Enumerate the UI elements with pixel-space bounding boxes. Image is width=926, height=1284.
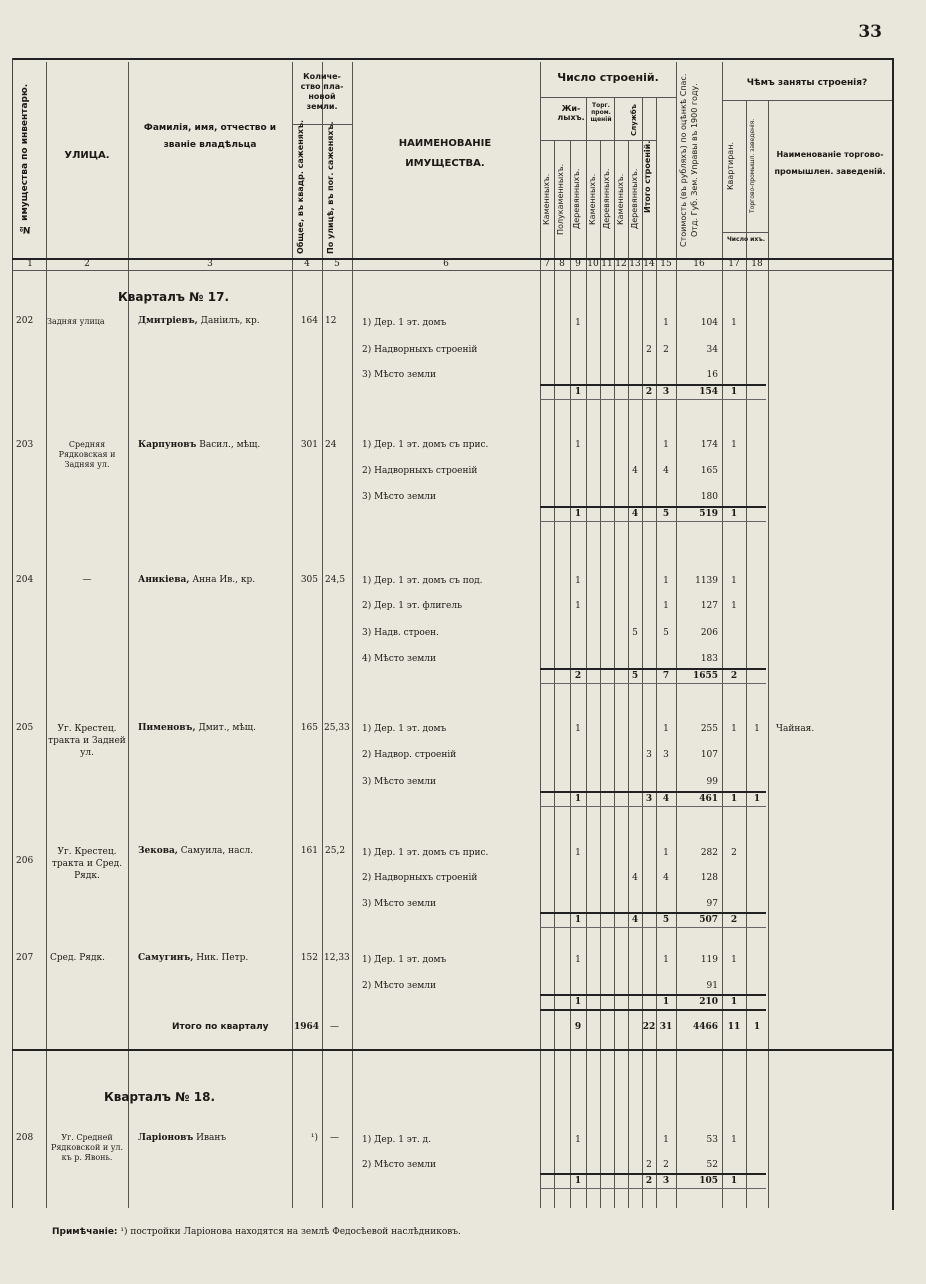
cell-col14: 1 [663, 601, 669, 611]
street: Уг. Крестец. тракта и Сред. Рядк. [51, 847, 123, 881]
cell-col13: 4 [632, 466, 638, 476]
sum-col9: 1 [574, 794, 582, 804]
property-item: 1) Дер. 1 эт. домъ [362, 955, 447, 965]
cell-enterprises: 1 [754, 724, 760, 734]
col-divider [540, 62, 541, 1208]
cell-value: 180 [700, 492, 718, 502]
sum-tenants: 1 [730, 794, 738, 804]
col-number: 12 [615, 259, 627, 269]
col-number: 8 [559, 259, 565, 269]
owner-rest: Самуила, насл. [177, 846, 254, 856]
cell-col9: 1 [575, 576, 581, 586]
sum-col13: 5 [631, 671, 639, 681]
row-rule [540, 683, 766, 684]
header-enterprises-count: Число ихъ. [726, 236, 766, 243]
property-item: 4) Мѣсто земли [362, 654, 436, 664]
property-item: 1) Дер. 1 эт. домъ съ прис. [362, 848, 489, 858]
inventory-no: 208 [16, 1133, 34, 1143]
street: Средняя Рядковская и Задняя ул. [58, 440, 116, 469]
cell-col14: 1 [663, 724, 669, 734]
sum-col13: 2 [645, 1176, 653, 1186]
sum-col13: 4 [631, 915, 639, 925]
sum-col9: 1 [574, 915, 582, 925]
row-rule [540, 1188, 766, 1189]
frontage: 24,5 [325, 575, 346, 585]
cell-value: 107 [700, 750, 718, 760]
sum-col14: 4 [662, 794, 670, 804]
col-number: 15 [660, 259, 672, 269]
property-item: 3) Мѣсто земли [362, 370, 436, 380]
header-enterprise-names: Наименованіе торгово-промышлен. заведеній. [774, 150, 886, 176]
property-item: 3) Мѣсто земли [362, 492, 436, 502]
header-tenants: Квартиран. [726, 142, 735, 190]
col-divider [46, 62, 47, 1208]
sum-rule [540, 384, 766, 386]
inventory-no: 203 [16, 440, 34, 450]
cell-col14: 1 [663, 440, 669, 450]
property-item: 2) Надвор. строеній [362, 750, 457, 760]
table-frame [12, 58, 894, 1210]
col-number: 10 [587, 259, 599, 269]
cell-tenants: 2 [731, 848, 737, 858]
footnote-text: ¹) постройки Ларіонова находятся на землѣ Федосѣевой наслѣдниковъ. [117, 1227, 461, 1237]
sum-rule [540, 994, 766, 996]
property-item: 1) Дер. 1 эт. домъ съ прис. [362, 440, 489, 450]
property-item: 2) Дер. 1 эт. флигель [362, 601, 462, 611]
cell-col14: 5 [663, 628, 669, 638]
inventory-no: 207 [16, 953, 34, 963]
sum-rule [540, 791, 766, 793]
frontage: — [330, 1133, 339, 1143]
cell-col14: 4 [663, 466, 669, 476]
col-number: 5 [334, 259, 340, 269]
col-number: 17 [728, 259, 740, 269]
header-land-group: Количе-ство пла-новой земли. [300, 72, 344, 111]
col-number: 9 [575, 259, 581, 269]
header-property: НАИМЕНОВАНІЕ ИМУЩЕСТВА. [398, 138, 492, 169]
owner-surname: Самугинъ, [138, 953, 194, 963]
total-col9: 9 [574, 1022, 582, 1032]
cell-tenants: 1 [731, 440, 737, 450]
col-divider [128, 62, 129, 1208]
owner-rest: Иванъ [193, 1133, 227, 1143]
cell-col9: 1 [575, 1135, 581, 1145]
owner-rest: Ник. Петр. [193, 953, 249, 963]
total-frontage: — [330, 1022, 339, 1032]
cell-col13: 4 [632, 873, 638, 883]
col-divider [600, 140, 601, 1208]
header-service: Службъ [630, 104, 638, 136]
sum-col9: 1 [574, 509, 582, 519]
cell-value: 53 [706, 1135, 718, 1145]
owner [138, 723, 256, 734]
enterprise-name: Чайная. [776, 724, 815, 734]
cell-col14: 1 [663, 318, 669, 328]
cell-col14: 1 [663, 576, 669, 586]
cell-col9: 1 [575, 601, 581, 611]
cell-col14: 1 [663, 848, 669, 858]
header-street: УЛИЦА. [64, 150, 110, 161]
sum-value: 154 [699, 387, 718, 397]
owner [138, 316, 260, 327]
cell-value: 91 [706, 981, 718, 991]
area: ¹) [310, 1133, 318, 1143]
total-enterprises: 1 [753, 1022, 761, 1032]
owner-rest: Васил., мѣщ. [196, 440, 261, 450]
cell-value: 282 [700, 848, 718, 858]
header-col12: Каменныхъ. [616, 173, 625, 225]
sum-col13: 4 [631, 509, 639, 519]
header-enterprises: Торгово-промышл. заведенія. [749, 118, 756, 214]
sum-value: 210 [699, 997, 718, 1007]
owner [138, 953, 248, 964]
total-col13: 22 [642, 1022, 656, 1032]
col-divider [352, 62, 353, 1208]
area: 161 [300, 846, 318, 856]
header-buildings-group: Число строеній. [557, 71, 659, 84]
frontage: 12 [325, 316, 337, 326]
sum-col14: 7 [662, 671, 670, 681]
sum-value: 105 [699, 1176, 718, 1186]
col-number: 16 [693, 259, 705, 269]
header-inventory-no: № имущества по инвентарю. [20, 83, 30, 235]
cell-col9: 1 [575, 318, 581, 328]
total-col14: 31 [659, 1022, 673, 1032]
property-item: 3) Мѣсто земли [362, 899, 436, 909]
sum-col14: 5 [662, 509, 670, 519]
row-rule [540, 521, 766, 522]
header-owner: Фамилія, имя, отчество и званіе владѣльца [143, 123, 277, 150]
col-divider [554, 140, 555, 1208]
row-rule [540, 399, 766, 400]
header-frontage: По улицѣ, въ пог. саженяхъ. [326, 121, 335, 254]
col-divider [292, 62, 293, 1208]
sum-rule [540, 1009, 766, 1011]
col-number: 4 [304, 259, 310, 269]
header-rule [540, 97, 676, 98]
sum-value: 1655 [692, 671, 718, 681]
owner-surname: Карпуновъ [138, 440, 197, 450]
cell-value: 97 [706, 899, 718, 909]
header-commercial: Торг. пром. щеній [590, 102, 612, 123]
area: 152 [300, 953, 318, 963]
col-number: 11 [601, 259, 613, 269]
cell-col14: 2 [663, 1160, 669, 1170]
cell-col9: 1 [575, 848, 581, 858]
header-area: Общее, въ квадр. саженяхъ. [296, 119, 305, 254]
cell-col13: 2 [646, 1160, 652, 1170]
sum-col14: 3 [662, 1176, 670, 1186]
quarter-title: Кварталъ № 17. [118, 290, 229, 304]
col-number: 13 [629, 259, 641, 269]
table-frame-left [12, 58, 13, 1208]
sum-tenants: 2 [730, 671, 738, 681]
owner-rest: Анна Ив., кр. [189, 575, 256, 585]
col-number: 2 [84, 259, 90, 269]
col-number: 1 [27, 259, 33, 269]
sum-rule [540, 912, 766, 914]
frontage: 25,2 [325, 846, 346, 856]
cell-value: 104 [700, 318, 718, 328]
sum-col9: 1 [574, 387, 582, 397]
property-item: 2) Надворныхъ строеній [362, 345, 478, 355]
property-item: 1) Дер. 1 эт. д. [362, 1135, 431, 1145]
header-rule [722, 100, 892, 101]
inventory-no: 206 [16, 856, 34, 866]
header-rule [722, 232, 768, 233]
owner-surname: Аникіева, [138, 575, 190, 585]
header-rule [540, 140, 656, 141]
property-item: 1) Дер. 1 эт. домъ [362, 318, 447, 328]
col-number: 14 [643, 259, 655, 269]
area: 305 [300, 575, 318, 585]
owner [138, 846, 253, 857]
sum-value: 519 [699, 509, 718, 519]
cell-value: 99 [706, 777, 718, 787]
footnote [52, 1227, 461, 1237]
property-item: 3) Надв. строен. [362, 628, 440, 638]
header-col10: Каменныхъ. [588, 173, 597, 225]
property-item: 2) Мѣсто земли [362, 981, 436, 991]
header-col14: Итого строеній. [643, 140, 652, 214]
cell-tenants: 1 [731, 955, 737, 965]
header-col13: Деревянныхъ. [630, 168, 639, 230]
sum-tenants: 1 [730, 509, 738, 519]
owner [138, 1133, 226, 1144]
total-area: 1964 [294, 1022, 320, 1032]
col-number: 18 [751, 259, 763, 269]
property-item: 2) Надворныхъ строеній [362, 466, 478, 476]
header-col11: Деревянныхъ. [602, 168, 611, 230]
sum-col14: 1 [662, 997, 670, 1007]
property-item: 1) Дер. 1 эт. домъ съ под. [362, 576, 483, 586]
inventory-no: 205 [16, 723, 34, 733]
inventory-no: 204 [16, 575, 34, 585]
cell-col14: 4 [663, 873, 669, 883]
cell-value: 206 [700, 628, 718, 638]
sum-rule [540, 506, 766, 508]
street: Уг. Крестец. тракта и Задней ул. [48, 724, 126, 758]
sum-value: 461 [699, 794, 718, 804]
header-col8: Полукаменныхъ. [556, 163, 565, 235]
frontage: 24 [325, 440, 337, 450]
cell-value: 128 [700, 873, 718, 883]
sum-tenants: 1 [730, 387, 738, 397]
cell-col9: 1 [575, 724, 581, 734]
cell-value: 183 [700, 654, 718, 664]
sum-col14: 3 [662, 387, 670, 397]
cell-value: 34 [706, 345, 718, 355]
cell-col14: 2 [663, 345, 669, 355]
inventory-no: 202 [16, 316, 34, 326]
cell-col13: 3 [646, 750, 652, 760]
total-value: 4466 [692, 1022, 718, 1032]
header-col7: Каменныхъ. [542, 173, 551, 225]
header-occupied-group: Чѣмъ заняты строенія? [746, 78, 868, 88]
frontage: 25,33 [324, 723, 350, 733]
page-number: 33 [858, 22, 882, 42]
col-divider [768, 100, 769, 1208]
cell-col9: 1 [575, 955, 581, 965]
cell-tenants: 1 [731, 318, 737, 328]
owner-surname: Ларіоновъ [138, 1133, 194, 1143]
quarter-title: Кварталъ № 18. [104, 1090, 215, 1104]
cell-tenants: 1 [731, 1135, 737, 1145]
quarter-divider [12, 1049, 892, 1051]
cell-col14: 1 [663, 1135, 669, 1145]
owner-rest: Даніилъ, кр. [197, 316, 260, 326]
cell-value: 119 [700, 955, 718, 965]
sum-col14: 5 [662, 915, 670, 925]
col-number: 6 [443, 259, 449, 269]
frontage: 12,33 [324, 953, 350, 963]
owner [138, 440, 260, 451]
sum-tenants: 1 [730, 997, 738, 1007]
cell-value: 52 [706, 1160, 718, 1170]
col-divider [322, 62, 323, 1208]
cell-tenants: 1 [731, 601, 737, 611]
sum-tenants: 2 [730, 915, 738, 925]
cell-col14: 3 [663, 750, 669, 760]
col-divider [722, 62, 723, 1208]
sum-col13: 3 [645, 794, 653, 804]
sum-rule [540, 1173, 766, 1175]
sum-tenants: 1 [730, 1176, 738, 1186]
street: — [82, 575, 92, 585]
cell-value: 165 [700, 466, 718, 476]
area: 165 [300, 723, 318, 733]
cell-value: 127 [700, 601, 718, 611]
cell-value: 1139 [695, 576, 718, 586]
property-item: 3) Мѣсто земли [362, 777, 436, 787]
row-rule [540, 806, 766, 807]
cell-col13: 2 [646, 345, 652, 355]
sum-col13: 2 [645, 387, 653, 397]
cell-value: 174 [700, 440, 718, 450]
numbers-rule [12, 270, 892, 271]
owner-surname: Пименовъ, [138, 723, 196, 733]
sum-col9: 1 [574, 1176, 582, 1186]
total-label: Итого по кварталу [172, 1022, 269, 1032]
owner [138, 575, 255, 586]
property-item: 2) Мѣсто земли [362, 1160, 436, 1170]
area: 301 [300, 440, 318, 450]
street: Сред. Рядк. [50, 953, 105, 963]
col-number: 7 [544, 259, 550, 269]
sum-value: 507 [699, 915, 718, 925]
cell-tenants: 1 [731, 576, 737, 586]
street: Задняя улица [47, 317, 105, 326]
sum-enterprises: 1 [753, 794, 761, 804]
cell-col9: 1 [575, 440, 581, 450]
area: 164 [300, 316, 318, 326]
header-col9: Деревянныхъ. [572, 168, 581, 230]
sum-col9: 1 [574, 997, 582, 1007]
owner-surname: Дмитріевъ, [138, 316, 198, 326]
header-residential: Жи-лыхъ. [557, 104, 585, 122]
property-item: 1) Дер. 1 эт. домъ [362, 724, 447, 734]
street: Уг. Средней Рядковской и ул. къ р. Явонь. [50, 1133, 124, 1162]
footnote-label: Примѣчаніе: [52, 1227, 118, 1237]
header-value: Стоимость (въ рубляхъ) по оцѣнкѣ Спас. Отд. Губ. Зем. Управы въ 1900 году. [679, 73, 699, 247]
owner-rest: Дмит., мѣщ. [195, 723, 257, 733]
property-item: 2) Надворныхъ строеній [362, 873, 478, 883]
total-tenants: 11 [727, 1022, 741, 1032]
cell-col14: 1 [663, 955, 669, 965]
sum-rule [540, 668, 766, 670]
owner-surname: Зекова, [138, 846, 178, 856]
row-rule [540, 927, 766, 928]
cell-value: 16 [706, 370, 718, 380]
col-number: 3 [207, 259, 213, 269]
cell-value: 255 [700, 724, 718, 734]
sum-col9: 2 [574, 671, 582, 681]
cell-col13: 5 [632, 628, 638, 638]
cell-tenants: 1 [731, 724, 737, 734]
